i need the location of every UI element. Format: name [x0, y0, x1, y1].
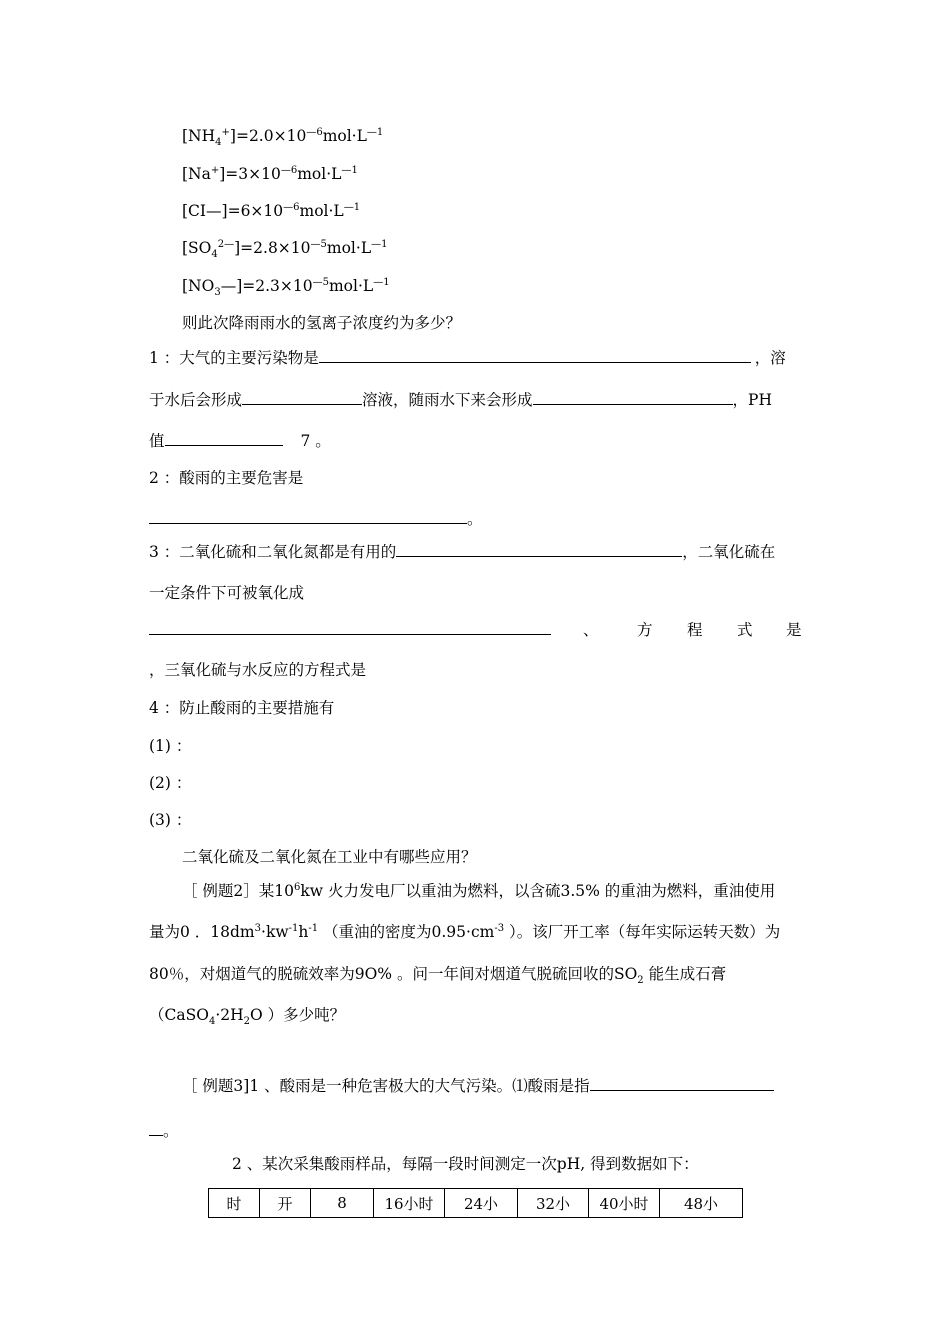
example2-line-4: （$CaSO_4\cdot 2H_2O$ ）多少吨？ — [149, 1006, 346, 1028]
q1-blank-solution[interactable] — [242, 390, 362, 405]
q1-line-a: 1 ：大气的主要污染物是 ，溶 — [149, 349, 786, 367]
q2-line-a: 2 ：酸雨的主要危害是 — [149, 469, 304, 487]
applications-question: 二氧化硫及二氧化氮在工业中有哪些应用？ — [182, 848, 477, 866]
ion-line-cl: $[CI—]=6\times 10^{—6}mol\cdot L^{—1}$ — [182, 201, 361, 220]
q4-item-2: (2) ： — [149, 774, 192, 792]
table-cell: 8 — [311, 1189, 374, 1218]
q3-line-c: 、 方 程 式 是 — [149, 620, 803, 640]
example3-line-1: ［ 例题3]1 、酸雨是一种危害极大的大气污染。⑴酸雨是指 — [182, 1076, 774, 1096]
q3-line-a: 3 ：二氧化硫和二氧化氮都是有用的 ，二氧化硫在 — [149, 543, 776, 561]
q1-blank-ph[interactable] — [165, 431, 283, 446]
table-cell: 32小 — [518, 1189, 589, 1218]
q2-line-b: 。 — [149, 509, 483, 529]
q3-line-d: ，三氧化硫与水反应的方程式是 — [149, 661, 367, 679]
example3-blank-acid-rain[interactable] — [590, 1076, 774, 1091]
example2-line-3: 80％，对烟道气的脱硫效率为9O% 。问一年间对烟道气脱硫回收的$SO_2$ 能生成石膏 — [149, 965, 727, 987]
table-cell: 时 — [209, 1189, 260, 1218]
q1-line-b: 于水后会形成 溶液，随雨水下来会形成 ，PH — [149, 391, 772, 409]
q3-blank-use[interactable] — [396, 542, 682, 557]
q4-title: 4 ：防止酸雨的主要措施有 — [149, 699, 335, 717]
q2-blank-harm[interactable] — [149, 509, 467, 524]
table-row — [209, 1189, 743, 1218]
ion-line-no3: $[NO_3—]=2.3\times 10^{—5}mol\cdot L^{—1}$ — [182, 276, 390, 299]
table-cell: 开 — [260, 1189, 311, 1218]
table-cell: 48小 — [660, 1189, 743, 1218]
ion-line-na: $[Na^+]=3\times 10^{—6}mol\cdot L^{—1}$ — [182, 164, 358, 183]
table-cell: 24小 — [445, 1189, 518, 1218]
q1-line-c: 值 7 。 — [149, 432, 331, 450]
example3-line-2: 。 — [149, 1121, 179, 1141]
ion-line-nh4: $[NH_4^+]=2.0\times 10^{—6}mol\cdot L^{—1}$ — [182, 126, 384, 149]
q4-item-1: (1) ： — [149, 737, 192, 755]
table-cell: 40小时 — [589, 1189, 660, 1218]
q3-line-b: 一定条件下可被氧化成 — [149, 584, 305, 602]
ph-data-table — [208, 1188, 743, 1218]
q3-blank-oxidize[interactable] — [149, 620, 551, 635]
q1-blank-rain[interactable] — [533, 390, 733, 405]
example3-line-3: 2 、某次采集酸雨样品，每隔一段时间测定一次pH, 得到数据如下： — [232, 1155, 699, 1173]
table-cell: 16小时 — [374, 1189, 445, 1218]
example2-line-1: ［ 例题2］某$10^6kw$ 火力发电厂以重油为燃料，以含硫3.5% 的重油为燃料，重油使用 — [182, 881, 776, 900]
question-hydrogen-ion: 则此次降雨雨水的氢离子浓度约为多少？ — [182, 314, 462, 332]
example3-blank-continued[interactable] — [149, 1121, 163, 1136]
q4-item-3: (3) ： — [149, 811, 192, 829]
ion-line-so4: $[SO_4^{2—}]=2.8\times 10^{—5}mol\cdot L^{—1}$ — [182, 238, 388, 261]
q1-blank-pollutants[interactable] — [319, 348, 751, 363]
example2-line-2: 量为0 ．$18dm^3\cdot kw^{-1}h^{-1}$ （重油的密度为$0.95\cdot cm^{-3}$ ）。该厂开工率（每年实际运转天数）为 — [149, 922, 781, 941]
